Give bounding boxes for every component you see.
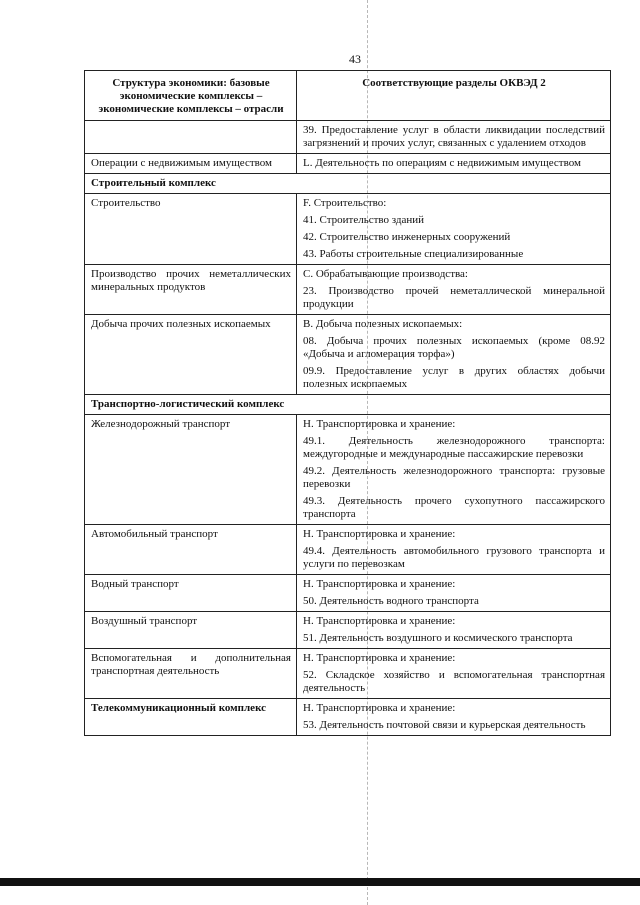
okved-sections-cell: [297, 265, 611, 315]
okved-entry: H. Транспортировка и хранение:: [303, 528, 456, 540]
okved-sections-cell: [297, 699, 611, 736]
okved-entry: 39. Предоставление услуг в области ликвидации последствий загрязнений и прочих услуг, связанных с удалением отходов: [303, 124, 605, 149]
table-row: [85, 612, 611, 649]
okved-sections-cell: [297, 612, 611, 649]
economic-sector-cell: Железнодорожный транспорт: [85, 415, 297, 525]
okved-sections-cell: [297, 415, 611, 525]
economic-sector-cell: Операции с недвижимым имуществом: [85, 154, 297, 174]
okved-entry: 49.4. Деятельность автомобильного грузового транспорта и услуги по перевозкам: [303, 545, 605, 570]
okved-entry: L. Деятельность по операциям с недвижимым имуществом: [303, 157, 581, 169]
okved-sections-cell: [297, 315, 611, 395]
okved-sections-cell: [297, 194, 611, 265]
okved-sections-cell: [297, 525, 611, 575]
economic-sector-cell: [85, 121, 297, 154]
table-row: [85, 154, 611, 174]
scan-bottom-edge: [0, 878, 640, 886]
okved-entry: 53. Деятельность почтовой связи и курьерская деятельность: [303, 719, 586, 731]
okved-entry: F. Строительство:: [303, 197, 387, 209]
section-title: Строительный комплекс: [85, 174, 611, 194]
header-economic-structure: Структура экономики: базовые экономические комплексы – экономические комплексы – отрасли: [85, 71, 297, 121]
okved-entry: 41. Строительство зданий: [303, 214, 425, 226]
economic-sector-cell: Автомобильный транспорт: [85, 525, 297, 575]
section-title: Транспортно-логистический комплекс: [85, 395, 611, 415]
economic-sector-cell: Производство прочих неметаллических минеральных продуктов: [85, 265, 297, 315]
table-row: [85, 525, 611, 575]
economic-sector-cell: Телекоммуникационный комплекс: [85, 699, 297, 736]
okved-entry: 49.3. Деятельность прочего сухопутного пассажирского транспорта: [303, 495, 605, 520]
section-row: [85, 395, 611, 415]
okved-entry: 51. Деятельность воздушного и космического транспорта: [303, 632, 573, 644]
section-row: [85, 174, 611, 194]
okved-entry: H. Транспортировка и хранение:: [303, 702, 456, 714]
okved-entry: H. Транспортировка и хранение:: [303, 652, 456, 664]
table-row: [85, 194, 611, 265]
okved-entry: H. Транспортировка и хранение:: [303, 578, 456, 590]
okved-entry: C. Обрабатывающие производства:: [303, 268, 468, 280]
okved-entry: B. Добыча полезных ископаемых:: [303, 318, 463, 330]
okved-entry: 43. Работы строительные специализированные: [303, 248, 524, 260]
okved-entry: 09.9. Предоставление услуг в других областях добычи полезных ископаемых: [303, 365, 605, 390]
table-row: [85, 265, 611, 315]
economic-sector-cell: Водный транспорт: [85, 575, 297, 612]
okved-entry: 52. Складское хозяйство и вспомогательная транспортная деятельность: [303, 669, 605, 694]
table-body: [85, 121, 611, 736]
table-row: [85, 649, 611, 699]
okved-entry: 42. Строительство инженерных сооружений: [303, 231, 511, 243]
table-row: [85, 699, 611, 736]
okved-entry: H. Транспортировка и хранение:: [303, 615, 456, 627]
table-row: [85, 415, 611, 525]
economic-sector-cell: Добыча прочих полезных ископаемых: [85, 315, 297, 395]
header-okved-sections: Соответствующие разделы ОКВЭД 2: [297, 71, 611, 121]
economic-sector-cell: Строительство: [85, 194, 297, 265]
table-header-row: [85, 71, 611, 121]
table-row: [85, 315, 611, 395]
okved-entry: 23. Производство прочей неметаллической минеральной продукции: [303, 285, 605, 310]
okved-sections-cell: [297, 649, 611, 699]
table-row: [85, 121, 611, 154]
okved-entry: 49.2. Деятельность железнодорожного транспорта: грузовые перевозки: [303, 465, 605, 490]
okved-entry: 49.1. Деятельность железнодорожного транспорта: междугородные и международные пассажирские перевозки: [303, 435, 605, 460]
okved-sections-cell: [297, 121, 611, 154]
okved-table: [84, 70, 611, 736]
economic-sector-cell: Вспомогательная и дополнительная транспортная деятельность: [85, 649, 297, 699]
okved-entry: H. Транспортировка и хранение:: [303, 418, 456, 430]
page-number: 43: [349, 52, 361, 66]
table-row: [85, 575, 611, 612]
okved-entry: 50. Деятельность водного транспорта: [303, 595, 479, 607]
okved-sections-cell: [297, 575, 611, 612]
okved-sections-cell: [297, 154, 611, 174]
economic-sector-cell: Воздушный транспорт: [85, 612, 297, 649]
okved-entry: 08. Добыча прочих полезных ископаемых (кроме 08.92 «Добыча и агломерация торфа»): [303, 335, 605, 360]
